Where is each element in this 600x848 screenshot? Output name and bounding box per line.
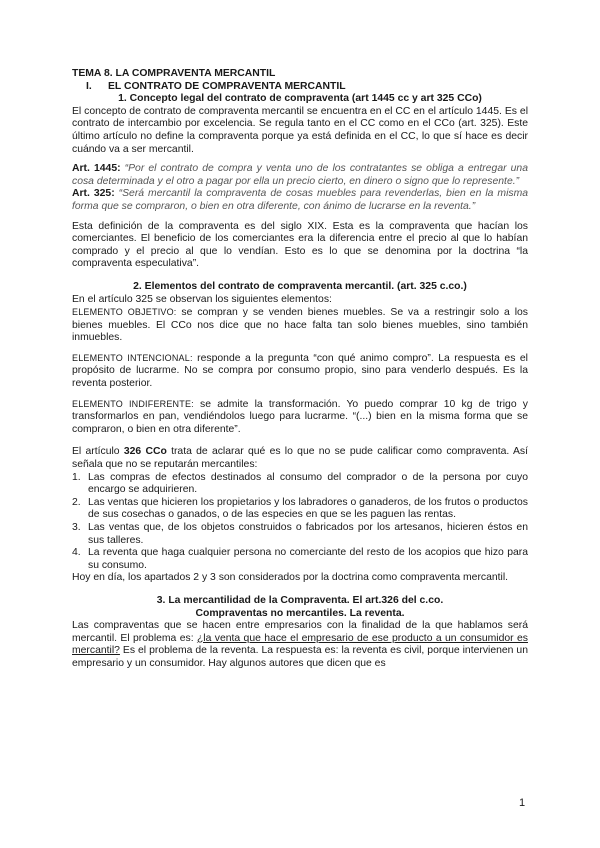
heading-1: 1. Concepto legal del contrato de compraventa (art 1445 cc y art 325 CCo) [118, 93, 482, 105]
list-item-text: Las ventas que hicieren los propietarios y los labradores o ganaderos, de los frutos o productos de sus cosechas o ganados, o de las especies en que se les paguen las rentas. [88, 496, 528, 521]
element-objetivo-text: se compran y se venden bienes muebles. Se va a restringir solo a los bienes muebles. El CCo nos dice que no hace falta tan solo bienes muebles, sino también inmuebles. [72, 307, 528, 344]
paragraph-3 [72, 620, 528, 670]
page-number: 1 [519, 797, 526, 809]
document-page [72, 68, 528, 671]
element-objetivo-label: ELEMENTO OBJETIVO: [72, 307, 177, 318]
art-326-post: trata de aclarar qué es lo que no se pude calificar como compraventa. Así señala que no se reputarán mercantiles: [72, 446, 529, 471]
paragraph-3-pre: Las compraventas que se hacen entre empresarios con la finalidad de la que hablamos será mercantil. El problema es: [72, 620, 528, 644]
paragraph-3-underlined: ¿la venta que hace el empresario de ese producto a un consumidor es mercantil? [72, 632, 528, 657]
paragraph-3-post: Es el problema de la reventa. La respuesta es: la reventa es civil, porque intervienen un empresario y un consumidor. Hay algunos autores que dicen que es [72, 645, 528, 669]
art-1445-label: Art. 1445: [72, 163, 121, 175]
tema-title: TEMA 8. LA COMPRAVENTA MERCANTIL [72, 68, 276, 79]
art-325-text: “Será mercantil la compraventa de cosas muebles para revenderlas, bien en la misma forma que se compraron, o bien en otra diferente, con ánimo de lucrarse en la reventa.” [72, 188, 529, 212]
non-mercantile-list [72, 472, 528, 573]
element-intencional [72, 352, 528, 391]
list-item [72, 497, 528, 522]
list-item-number: 3. [72, 522, 81, 533]
art-326-paragraph [72, 446, 528, 471]
elements-intro: En el artículo 325 se observan los siguientes elementos: [72, 293, 332, 305]
art-325-label: Art. 325: [72, 188, 115, 200]
heading-2: 2. Elementos del contrato de compraventa mercantil. (art. 325 c.co.) [133, 280, 467, 292]
element-indiferente-label: ELEMENTO INDIFERENTE: [72, 398, 194, 409]
list-item-text: La reventa que haga cualquier persona no comerciante del resto de los acopios que hizo para su consumo. [88, 547, 528, 571]
list-item-number: 2. [72, 496, 81, 508]
list-item-number: 1. [72, 471, 81, 483]
list-item-number: 4. [72, 547, 81, 559]
list-item [72, 472, 528, 497]
section-heading [86, 81, 528, 94]
element-intencional-text: responde a la pregunta “con qué animo compro”. La respuesta es el propósito de lucrarme. No se compra por consumo propio, sino para venderlo después. Es la reventa posterior. [72, 352, 528, 390]
heading-3-line-1: 3. La mercantilidad de la Compraventa. El art.326 del c.co. [156, 594, 444, 606]
quote-art-1445 [72, 163, 528, 188]
art-1445-text: “Por el contrato de compra y venta uno de los contratantes se obliga a entregar una cosa determinada y el otro a pagar por ella un precio cierto, en dinero o signo que lo represente.” [72, 163, 528, 187]
list-item-text: Las compras de efectos destinados al consumo del comprador o de la persona por cuyo encargo se adquirieren. [88, 471, 528, 496]
paragraph-2: Esta definición de la compraventa es del siglo XIX. Esta es la compraventa que hacían los comerciantes. El beneficio de los comerciantes era la diferencia entre el precio al que lo habían comprado y el precio al que lo vendían. Esto es lo que se denomina por la doctrina “la compraventa especulativa”. [72, 220, 528, 270]
list-item-text: Las ventas que, de los objetos construidos o fabricados por los artesanos, hicieren éstos en sus talleres. [88, 522, 528, 546]
element-objetivo [72, 306, 528, 345]
quote-art-325 [72, 188, 528, 213]
section-roman: I. [86, 80, 92, 92]
list-item [72, 522, 528, 547]
section-title: EL CONTRATO DE COMPRAVENTA MERCANTIL [108, 80, 346, 92]
element-indiferente [72, 398, 528, 437]
art-326-bold: 326 CCo [123, 446, 167, 458]
art-326-pre: El artículo [72, 446, 124, 458]
paragraph-1: El concepto de contrato de compraventa mercantil se encuentra en el CC en el artículo 1445. Es el contrato de intercambio por excelencia. Se regula tanto en el CC como en el CCo (art. 325). Este último artículo no define la compraventa porque ya está definida en el CC, lo que sí hace es decir cuándo va a ser mercantil. [72, 105, 528, 155]
heading-3-line-2: Compraventas no mercantiles. La reventa. [195, 607, 405, 619]
element-indiferente-text: se admite la transformación. Yo puedo comprar 10 kg de trigo y transformarlos en pan, vendiéndolos luego para lucrarme. “(...) bien en la misma forma que se compraron, o bien en otra diferente”. [72, 398, 528, 435]
element-intencional-label: ELEMENTO INTENCIONAL: [72, 352, 193, 363]
closing-paragraph: Hoy en día, los apartados 2 y 3 son considerados por la doctrina como compraventa mercantil. [72, 572, 509, 584]
list-item [72, 547, 528, 572]
